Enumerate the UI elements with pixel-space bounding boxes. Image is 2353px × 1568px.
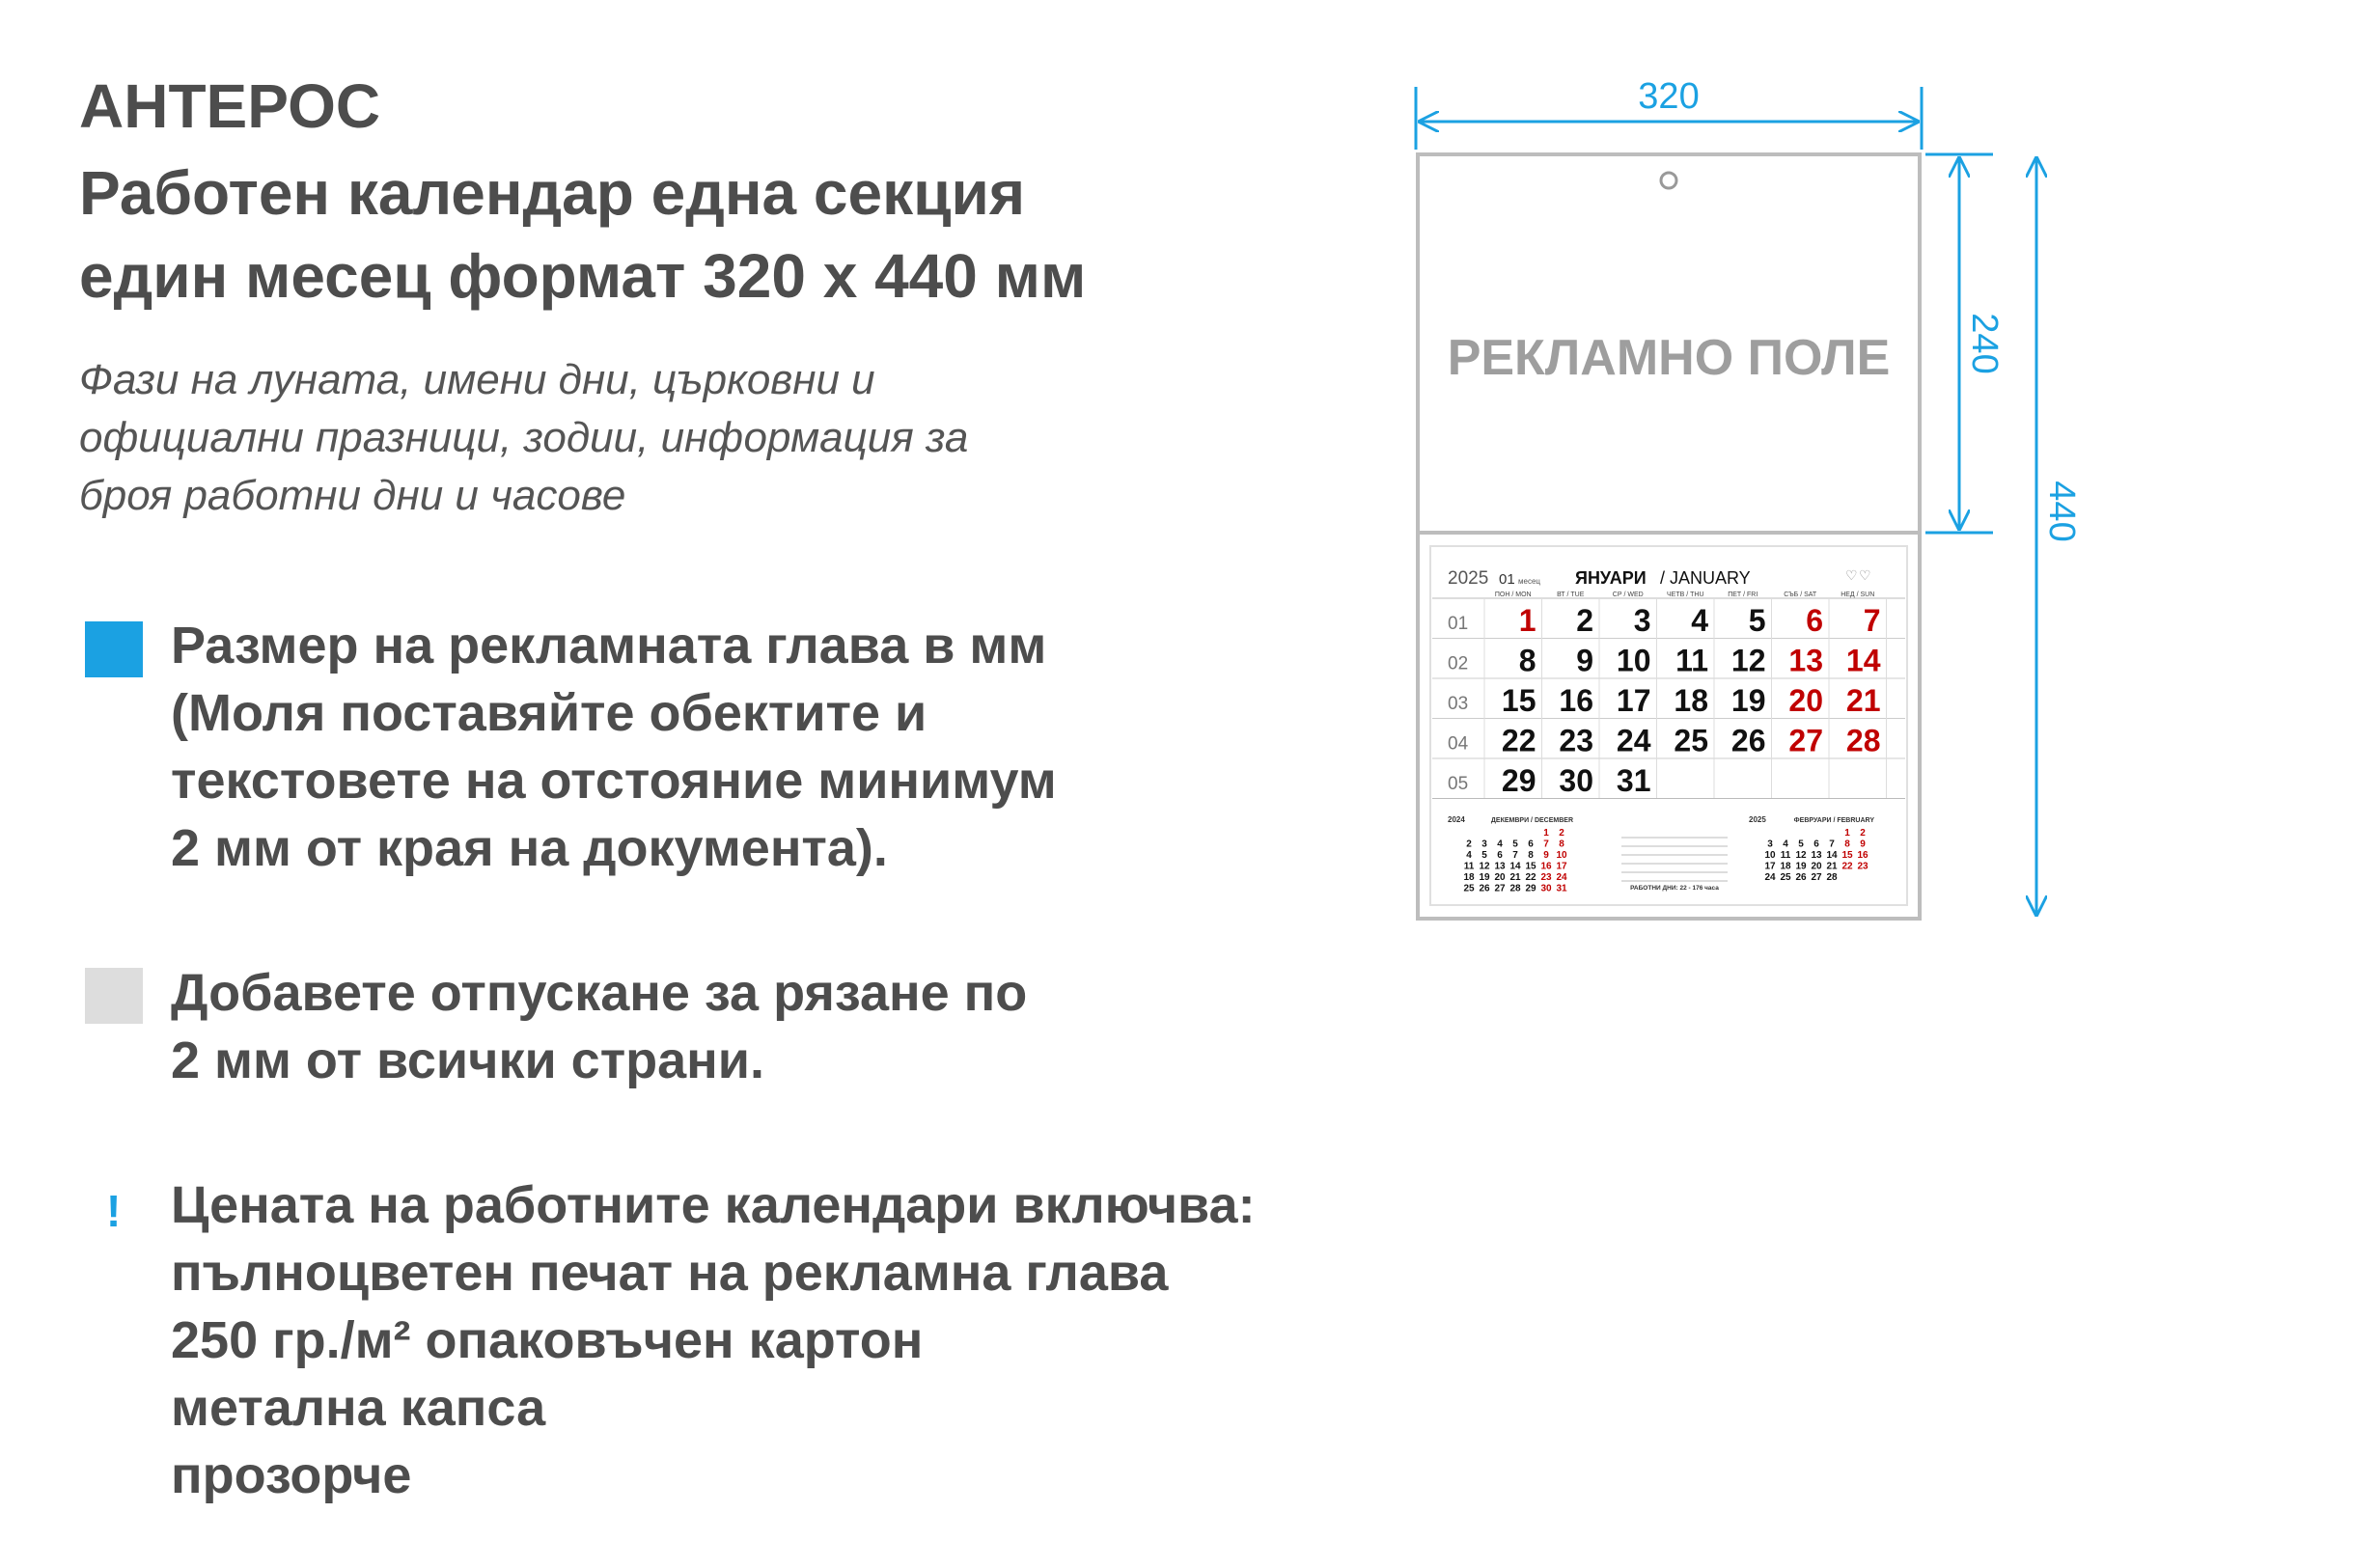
bleed-note-line: Добавете отпускане за рязане по (171, 964, 1028, 1022)
mini-month-day: 27 (1811, 872, 1822, 883)
mini-month-day: 10 (1764, 850, 1776, 861)
mini-month-day: 8 (1559, 839, 1564, 850)
calendar-day-cell: 16 (1559, 683, 1593, 718)
calendar-day-cell: 2 (1576, 603, 1593, 638)
calendar-day-cell: 8 (1518, 643, 1536, 678)
mini-month-day: 26 (1479, 883, 1490, 894)
mini-month-day: 11 (1780, 850, 1791, 861)
mini-month-year: 2024 (1448, 815, 1465, 824)
brand-title: АНТЕРОС (79, 71, 381, 141)
mini-month-day: 1 (1844, 828, 1850, 839)
mini-month-day: 10 (1556, 850, 1567, 861)
calendar-day-cell: 12 (1730, 643, 1766, 678)
mini-month-day: 17 (1556, 861, 1567, 872)
mini-month-day: 22 (1841, 861, 1853, 872)
mini-month-day: 4 (1497, 839, 1503, 850)
mini-month-day: 15 (1841, 850, 1853, 861)
calendar-day-cell: 11 (1675, 643, 1708, 678)
calendar-day-cell: 22 (1501, 723, 1536, 758)
calendar-day-cell: 10 (1616, 643, 1651, 678)
calendar-working-days: РАБОТНИ ДНИ: 22 - 176 часа (1630, 885, 1719, 892)
calendar-day-header: ПОН / MON (1494, 591, 1532, 598)
mini-month-day: 31 (1556, 883, 1567, 894)
calendar-day-header: ЧЕТВ / THU (1667, 591, 1704, 598)
calendar-day-cell: 14 (1845, 643, 1881, 678)
mini-month-day: 20 (1811, 861, 1822, 872)
calendar-day-header: НЕД / SUN (1841, 591, 1875, 598)
price-note-line: 250 гр./м² опаковъчен картон (171, 1311, 924, 1369)
width-dimension-label: 320 (1638, 76, 1700, 117)
mini-month-day: 2 (1860, 828, 1866, 839)
mini-month-day: 12 (1479, 861, 1490, 872)
calendar-month-name: ЯНУАРИ (1575, 568, 1647, 588)
calendar-day-cell: 5 (1748, 603, 1766, 638)
mini-month-day: 19 (1479, 872, 1490, 883)
heart-icon: ♡ (1845, 567, 1858, 583)
ad-height-dimension-label: 240 (1964, 313, 2005, 374)
heart-icon: ♡ (1859, 567, 1871, 583)
calendar-month-name-en: / JANUARY (1660, 568, 1751, 588)
calendar-day-header: ВТ / TUE (1557, 591, 1585, 598)
mini-month-day: 23 (1540, 872, 1552, 883)
calendar-day-cell: 15 (1501, 683, 1536, 718)
mini-month-day: 6 (1528, 839, 1534, 850)
mini-month-day: 3 (1481, 839, 1487, 850)
calendar-day-cell: 18 (1674, 683, 1708, 718)
mini-month-day: 4 (1783, 839, 1788, 850)
mini-month-day: 24 (1764, 872, 1776, 883)
mini-month-day: 24 (1556, 872, 1567, 883)
ad-size-note-line: (Моля поставяйте обектите и (171, 684, 927, 742)
calendar-day-cell: 26 (1730, 723, 1766, 758)
calendar-week-number: 04 (1448, 733, 1469, 755)
mini-month-day: 13 (1811, 850, 1822, 861)
calendar-day-cell: 27 (1788, 723, 1823, 758)
mini-month-day: 9 (1860, 839, 1866, 850)
calendar-day-cell: 20 (1788, 683, 1823, 718)
mini-month-day: 2 (1559, 828, 1564, 839)
mini-month-day: 13 (1494, 861, 1506, 872)
mini-month-day: 2 (1466, 839, 1472, 850)
mini-month-day: 1 (1543, 828, 1549, 839)
mini-month-day: 25 (1780, 872, 1791, 883)
mini-month-day: 7 (1543, 839, 1549, 850)
mini-month-day: 29 (1525, 883, 1536, 894)
total-height-dimension-label: 440 (2041, 481, 2082, 542)
mini-month-day: 27 (1494, 883, 1506, 894)
mini-month-day: 16 (1540, 861, 1552, 872)
price-note-line: пълноцветен печат на рекламна глава (171, 1244, 1169, 1302)
mini-month-name: ФЕВРУАРИ / FEBRUARY (1793, 817, 1874, 824)
calendar-day-cell: 21 (1845, 683, 1881, 718)
product-title-line1: Работен календар една секция (79, 158, 1026, 228)
mini-month-day: 5 (1512, 839, 1518, 850)
calendar-week-number: 01 (1448, 614, 1469, 634)
mini-month-day: 11 (1463, 861, 1475, 872)
calendar-day-cell: 13 (1788, 643, 1823, 678)
calendar-day-cell: 7 (1863, 603, 1881, 638)
calendar-day-cell: 3 (1633, 603, 1651, 638)
ad-size-note-line: 2 мм от края на документа). (171, 819, 888, 877)
mini-month-day: 21 (1509, 872, 1521, 883)
price-note-line: метална капса (171, 1379, 546, 1437)
calendar-week-number: 05 (1448, 774, 1469, 794)
mini-month-day: 20 (1494, 872, 1506, 883)
mini-month-day: 4 (1466, 850, 1472, 861)
calendar-day-header: СЪБ / SAT (1784, 591, 1817, 598)
calendar-day-cell: 31 (1616, 763, 1651, 798)
mini-month-day: 22 (1525, 872, 1536, 883)
calendar-day-header: СР / WED (1612, 591, 1644, 598)
calendar-day-cell: 30 (1559, 763, 1593, 798)
calendar-month-word: месец (1518, 577, 1540, 586)
mini-month-day: 14 (1826, 850, 1838, 861)
subtitle-line2: официални празници, зодии, информация за (79, 414, 969, 461)
calendar-week-number: 03 (1448, 694, 1469, 714)
calendar-day-cell: 9 (1576, 643, 1593, 678)
mini-month-day: 5 (1481, 850, 1487, 861)
calendar-day-cell: 28 (1845, 723, 1881, 758)
mini-month-day: 23 (1857, 861, 1869, 872)
mini-month-day: 7 (1829, 839, 1835, 850)
mini-month-day: 15 (1525, 861, 1536, 872)
mini-month-day: 7 (1512, 850, 1518, 861)
mini-month-name: ДЕКЕМВРИ / DECEMBER (1490, 817, 1573, 824)
calendar-day-cell: 24 (1616, 723, 1651, 758)
mini-month-day: 18 (1463, 872, 1475, 883)
mini-month-day: 21 (1826, 861, 1838, 872)
mini-month-day: 6 (1813, 839, 1819, 850)
mini-month-day: 6 (1497, 850, 1503, 861)
calendar-day-cell: 17 (1616, 683, 1651, 718)
mini-month-day: 28 (1509, 883, 1521, 894)
mini-month-day: 5 (1798, 839, 1804, 850)
calendar-month-number: 01 (1499, 571, 1515, 588)
ad-size-note-line: Размер на рекламната глава в мм (171, 617, 1047, 674)
mini-month-day: 26 (1795, 872, 1807, 883)
calendar-day-cell: 6 (1806, 603, 1823, 638)
mini-month-day: 8 (1844, 839, 1850, 850)
mini-month-day: 12 (1795, 850, 1807, 861)
price-note-line: прозорче (171, 1446, 412, 1504)
mini-month-day: 16 (1857, 850, 1869, 861)
mini-month-day: 8 (1528, 850, 1534, 861)
calendar-day-cell: 23 (1559, 723, 1593, 758)
mini-month-day: 17 (1764, 861, 1776, 872)
ad-field-label: РЕКЛАМНО ПОЛЕ (1447, 330, 1891, 386)
price-note-line: Цената на работните календари включва: (171, 1176, 1256, 1234)
product-title-line2: един месец формат 320 х 440 мм (79, 241, 1087, 311)
mini-month-day: 28 (1826, 872, 1838, 883)
calendar-day-header: ПЕТ / FRI (1728, 591, 1758, 598)
mini-month-day: 3 (1767, 839, 1773, 850)
subtitle-line1: Фази на луната, имени дни, църковни и (79, 356, 875, 403)
calendar-day-cell: 25 (1674, 723, 1708, 758)
calendar-day-cell: 1 (1518, 603, 1536, 638)
mini-month-day: 30 (1540, 883, 1552, 894)
mini-month-day: 14 (1509, 861, 1521, 872)
bleed-note-line: 2 мм от всички страни. (171, 1032, 764, 1089)
mini-month-day: 9 (1543, 850, 1549, 861)
ad-size-note-line: текстовете на отстояние минимум (171, 752, 1057, 810)
subtitle-line3: броя работни дни и часове (79, 472, 626, 519)
mini-month-day: 19 (1795, 861, 1807, 872)
calendar-day-cell: 19 (1730, 683, 1766, 718)
calendar-week-number: 02 (1448, 653, 1469, 674)
mini-month-year: 2025 (1749, 815, 1766, 824)
calendar-year: 2025 (1448, 568, 1489, 589)
calendar-day-cell: 4 (1691, 603, 1708, 638)
exclamation-icon: ! (106, 1186, 122, 1236)
calendar-day-cell: 29 (1501, 763, 1536, 798)
mini-month-day: 18 (1780, 861, 1791, 872)
mini-month-day: 25 (1463, 883, 1475, 894)
